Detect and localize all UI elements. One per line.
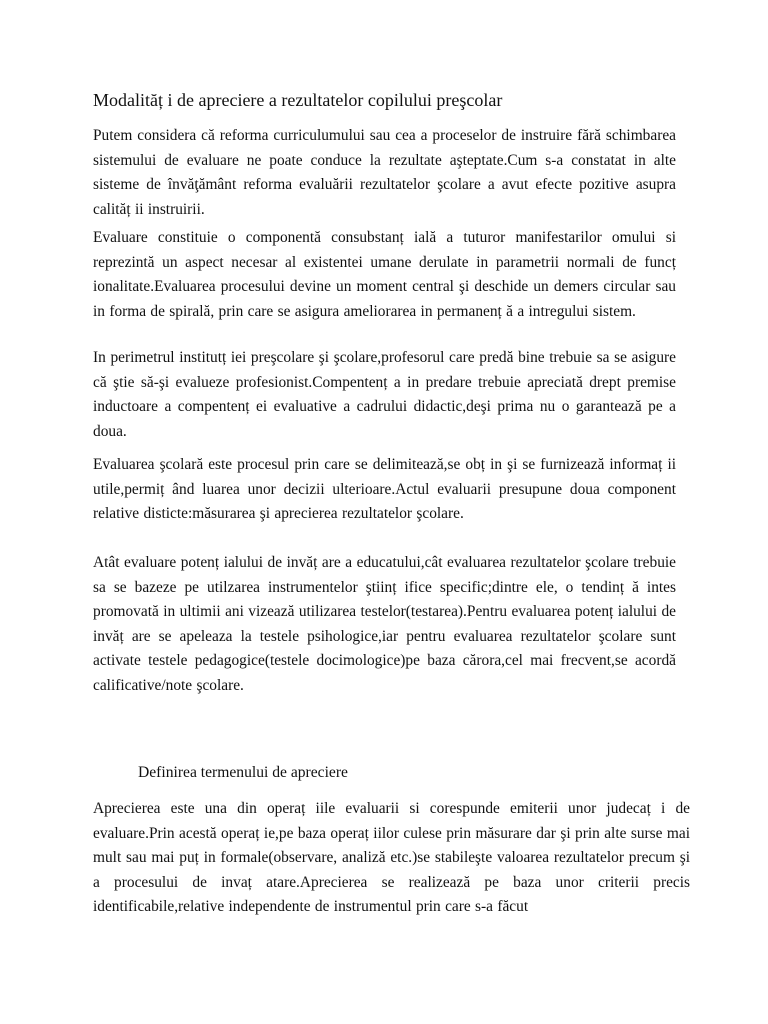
paragraph-preschool-institution: In perimetrul institutț iei preşcolare şi şcolare,profesorul care predă bine trebuie sa se asigure că ştie să-şi evalueze profesionist.Compentenț a in predare trebuie apreciată drept premise inductoare a compentenț ei evaluative a cadrului didactic,deşi prima nu o garantează pe a doua.	[93, 349, 676, 440]
paragraph-evaluation-component: Evaluare constituie o componentă consubstanț ială a tuturor manifestarilor omului si reprezintă un aspect necesar al existentei umane derulate in parametrii normali de funcț ionalitate.Evaluarea procesului devine un moment central şi deschide un demers circular sau in forma de spirală, prin care se asigura ameliorarea in permanenț ă a intregului sistem.	[93, 229, 676, 320]
document-title: Modalităț i de apreciere a rezultatelor copilului preşcolar	[93, 90, 503, 110]
paragraph-school-evaluation: Evaluarea şcolară este procesul prin care se delimitează,se obț in şi se furnizează informaț ii utile,permiț ând luarea unor decizii ulterioare.Actul evaluarii presupune doua component relative disticte:măsurarea şi aprecierea rezultatelor şcolare.	[93, 456, 676, 523]
paragraph-reform-evaluation: Putem considera că reforma curriculumului sau cea a proceselor de instruire fără schimbarea sistemului de evaluare ne poate conduce la rezultate aşteptate.Cum s-a constatat in alte sisteme de învăţământ reforma evaluării rezultatelor şcolare a avut efecte pozitive asupra calităț ii instruirii.	[93, 127, 676, 218]
paragraph-learning-potential: Atât evaluare potenț ialului de invăț are a educatului,cât evaluarea rezultatelor şcolare trebuie sa se bazeze pe utilzarea instrumentelor ştiinț ifice specific;dintre ele, o tendinț ă intes promovată in ultimii ani vizează utilizarea testelor(testarea).Pentru evaluarea potenț ialului de invăț are se apeleaza la testele psihologice,iar pentru evaluarea rezultatelor şcolare sunt activate testele pedagogice(testele docimologice)pe baza cărora,cel mai frecvent,se acordă calificative/note şcolare.	[93, 554, 676, 694]
section-heading: Definirea termenului de apreciere	[138, 764, 348, 781]
paragraph-appreciation-definition: Aprecierea este una din operaț iile evaluarii si corespunde emiterii unor judecaț i de evaluare.Prin acestă operaț ie,pe baza operaț iilor culese prin măsurare dar şi prin alte surse mai mult sau mai puț in formale(observare, analiză etc.)se stabileşte valoarea rezultatelor precum şi a procesului de invaț atare.Aprecierea se realizează pe baza unor criterii precis identificabile,relative independente de instrumentul prin care s-a făcut	[93, 800, 690, 916]
